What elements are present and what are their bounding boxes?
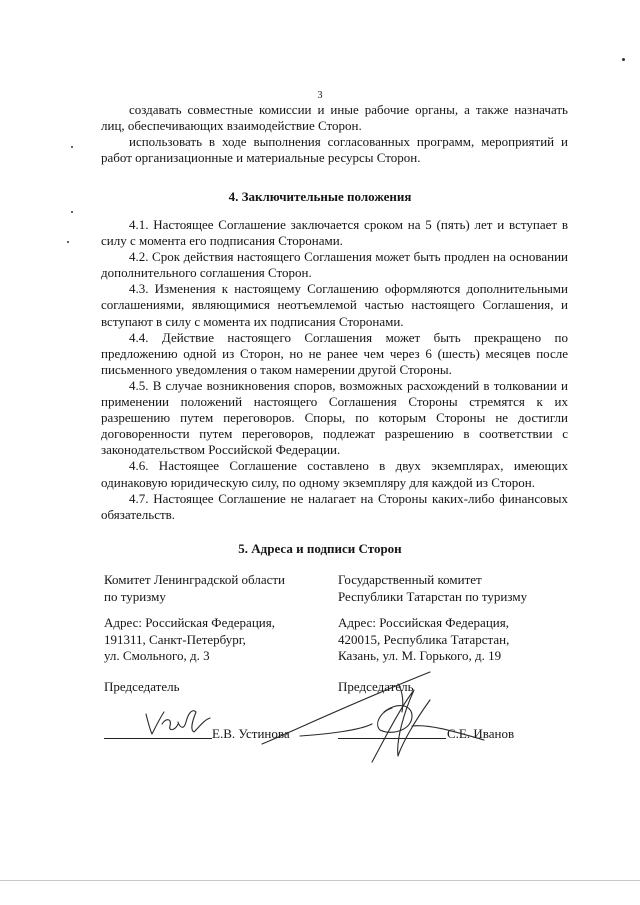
- section-5-heading: 5. Адреса и подписи Сторон: [238, 541, 402, 556]
- address-line: 420015, Республика Татарстан,: [338, 631, 510, 647]
- right-signature-stroke: [300, 724, 372, 736]
- clause-4-6: 4.6. Настоящее Соглашение составлено в двух экземплярах, имеющих одинаковую юридическую силу, по одному экземпляру для каждой из Сторон.: [101, 458, 568, 490]
- clause-4-1: 4.1. Настоящее Соглашение заключается сроком на 5 (пять) лет и вступает в силу с момента его подписания Сторонами.: [101, 217, 568, 249]
- clause-4-7: 4.7. Настоящее Соглашение не налагает на Стороны каких-либо финансовых обязательств.: [101, 490, 568, 522]
- address-line: Адрес: Российская Федерация,: [104, 615, 275, 630]
- address-line: 191311, Санкт-Петербург,: [104, 631, 246, 647]
- left-signature-stroke: [178, 711, 210, 732]
- left-signer-name: Е.В. Устинова: [212, 726, 290, 741]
- left-signature-stroke: [162, 720, 178, 730]
- scan-speck: [67, 241, 69, 243]
- address-line: ул. Смольного, д. 3: [104, 648, 210, 663]
- continuation-paragraph: использовать в ходе выполнения согласованных программ, мероприятий и работ организационные и материальные ресурсы Сторон.: [101, 134, 568, 166]
- scan-bottom-edge: [0, 880, 640, 881]
- address-line: Адрес: Российская Федерация,: [338, 615, 509, 630]
- left-signature-stroke: [146, 712, 164, 734]
- clause-4-3: 4.3. Изменения к настоящему Соглашению оформляются дополнительными соглашениями, являющимися неотъемлемой частью настоящего Соглашения, и вступают в силу с момента их подписания Сторонами.: [101, 281, 568, 329]
- org-line: по туризму: [104, 588, 166, 604]
- right-signature-stroke: [398, 684, 403, 712]
- org-line: Государственный комитет: [338, 572, 482, 587]
- clause-4-4: 4.4. Действие настоящего Соглашения может быть прекращено по предложению одной из Сторон, но не ранее чем через 6 (шесть) месяцев после письменного уведомления о таком намерении другой Стороны.: [101, 329, 568, 377]
- org-line: Республики Татарстан по туризму: [338, 588, 528, 604]
- right-signer-name: С.Е. Иванов: [447, 726, 515, 741]
- scan-speck: [622, 58, 625, 61]
- continuation-paragraph: создавать совместные комиссии и иные рабочие органы, а также назначать лиц, обеспечивающих взаимодействие Сторон.: [101, 102, 568, 134]
- left-position: Председатель: [104, 679, 180, 694]
- org-line: Комитет Ленинградской области: [104, 572, 286, 587]
- right-signature-stroke: [378, 706, 412, 733]
- scan-speck: [71, 211, 73, 213]
- right-signature-stroke: [412, 726, 484, 740]
- address-line: Казань, ул. М. Горького, д. 19: [338, 648, 502, 663]
- page-number: 3: [317, 90, 323, 101]
- scan-speck: [71, 146, 73, 148]
- clause-4-2: 4.2. Срок действия настоящего Соглашения может быть продлен на основании дополнительного соглашения Сторон.: [101, 249, 568, 281]
- right-position: Председатель: [338, 679, 414, 694]
- right-signature-stroke: [262, 672, 430, 744]
- section-4-heading: 4. Заключительные положения: [228, 189, 412, 204]
- clause-4-5: 4.5. В случае возникновения споров, возможных расхождений в толковании и применении положений настоящего Соглашения Стороны стремятся к их разрешению путем переговоров. Споры, по которым Стороны не достигли договоренности путем переговоров, подлежат разрешению в соответствии с законодательством Российской Федерации.: [101, 377, 568, 458]
